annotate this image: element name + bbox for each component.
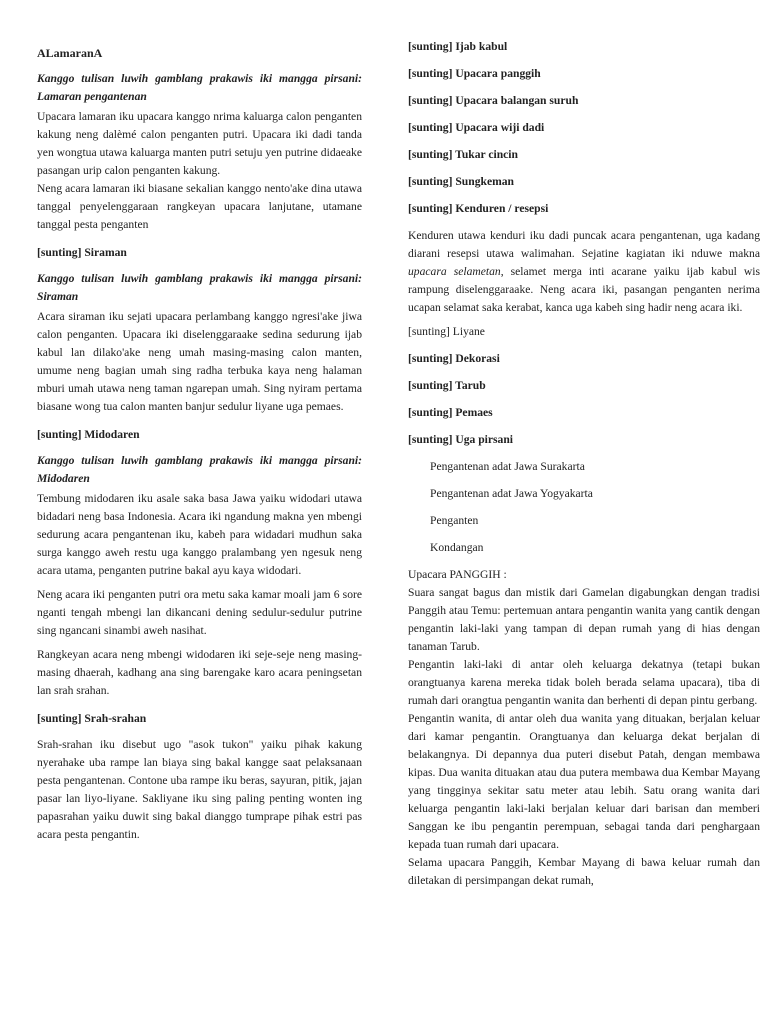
heading-midodaren[interactable]: [sunting] Midodaren bbox=[37, 428, 140, 441]
see-also-siraman[interactable]: Kanggo tulisan luwih gamblang prakawis iki mangga pirsani: Siraman bbox=[37, 272, 362, 303]
heading-srah-srahan[interactable]: [sunting] Srah-srahan bbox=[37, 712, 147, 725]
heading-kenduren[interactable]: [sunting] Kenduren / resepsi bbox=[408, 202, 549, 215]
paragraph-panggih-1: Suara sangat bagus dan mistik dari Gamelan digabungkan dengan tradisi Panggih atau Temu: pertemuan antara pengantin wanita yang cantik dengan pengantin laki-laki yang tampan di depan rumah yang di hias dengan tanaman Tarub. bbox=[408, 586, 760, 653]
paragraph-panggih-2: Pengantin laki-laki di antar oleh keluarga dekatnya (tetapi bukan orangtuanya karena mereka tidak boleh berada selama upacara), tiba di rumah dari orangtua pengantin wanita dan berhenti di depan pintu gerbang. bbox=[408, 658, 760, 707]
heading-upacara-panggih[interactable]: [sunting] Upacara panggih bbox=[408, 67, 541, 80]
heading-uga-pirsani[interactable]: [sunting] Uga pirsani bbox=[408, 433, 514, 446]
link-adat-surakarta[interactable]: Pengantenan adat Jawa Surakarta bbox=[430, 460, 585, 473]
paragraph-panggih-4: Selama upacara Panggih, Kembar Mayang di bawa keluar rumah dan diletakan di persimpangan dekat rumah, bbox=[408, 856, 760, 887]
link-adat-yogyakarta[interactable]: Pengantenan adat Jawa Yogyakarta bbox=[430, 487, 593, 500]
heading-dekorasi[interactable]: [sunting] Dekorasi bbox=[408, 352, 500, 365]
link-penganten[interactable]: Penganten bbox=[430, 514, 479, 527]
heading-pemaes[interactable]: [sunting] Pemaes bbox=[408, 406, 493, 419]
link-kondangan[interactable]: Kondangan bbox=[430, 541, 484, 554]
paragraph-siraman: Acara siraman iku sejati upacara perlambang kanggo ngresi'ake jiwa calon penganten. Upacara iki diselenggaraake sedina sedurung ijab kabul lan dilako'ake neng umah masing-masing calon manten, umume neng bagian umah sing radha terbuka kaya neng halaman mburi umah utawa neng taman ngarepan umah. Sing nyiram pertama biasane wong tua calon manten banjur sedulur liyane uga pemaes. bbox=[37, 310, 362, 413]
heading-tukar-cincin[interactable]: [sunting] Tukar cincin bbox=[408, 148, 518, 161]
paragraph-midodaren-2: Neng acara iki penganten putri ora metu saka kamar moali jam 6 sore nganti tengah mbengi lan dikancani dening sedulur-sedulur putrine sing ngancani sinambi aweh nasihat. bbox=[37, 588, 362, 637]
paragraph-lamaran-1: Upacara lamaran iku upacara kanggo nrima kaluarga calon penganten kakung neng dalèmé calon penganten putri. Upacara iki dadi tanda yen wongtua utawa kaluarga manten putri setuju yen putrine didaeake pasangan urip calon penganten kakung. bbox=[37, 110, 362, 177]
heading-liyane[interactable]: [sunting] Liyane bbox=[408, 325, 485, 338]
paragraph-srah-srahan: Srah-srahan iku disebut ugo "asok tukon" yaiku pihak kakung nyerahake uba rampe lan biaya sing bakal kangge saat pelaksanaan pesta pengantenan. Contone uba rampe iku beras, sayuran, pitik, jajan pasar lan liyo-liyane. Sakliyane iku sing paling penting wonten ing papasrahan yaiku duwit sing bakal dianggo tumprape pihak estri pas acara pesta pengantin. bbox=[37, 738, 362, 841]
kenduren-emphasis: upacara selametan bbox=[408, 265, 501, 278]
heading-balangan-suruh[interactable]: [sunting] Upacara balangan suruh bbox=[408, 94, 579, 107]
kenduren-text-b: , selamet merga inti acarane yaiku ijab kabul wis rampung diselenggaraake. Neng acara iki, pasangan penganten nerima ucapan selamat saka kerabat, kanca uga kabeh sing hadir neng acara iki. bbox=[408, 265, 760, 314]
paragraph-kenduren bbox=[408, 227, 760, 317]
heading-siraman[interactable]: [sunting] Siraman bbox=[37, 246, 127, 259]
heading-ijab-kabul[interactable]: [sunting] Ijab kabul bbox=[408, 40, 508, 53]
document-title: ALamaranA bbox=[37, 46, 103, 60]
heading-sungkeman[interactable]: [sunting] Sungkeman bbox=[408, 175, 514, 188]
left-column bbox=[37, 0, 362, 844]
paragraph-panggih-3: Pengantin wanita, di antar oleh dua wanita yang dituakan, berjalan keluar dari kamar pengantin. Orangtuanya dan keluarga dekat berjalan di belakangnya. Di depannya dua puteri disebut Patah, dengan membawa kipas. Dua wanita dituakan atau dua putera membawa dua Kembar Mayang yang tingginya sekitar satu meter atau lebih. Satu orang wanita dari keluarga pengantin laki-laki berjalan keluar dari barisan dan memberi Sanggan ke ibu pengantin perempuan, sebagai tanda dari penghargaan kepada tuan rumah dari upacara. bbox=[408, 712, 760, 851]
heading-tarub[interactable]: [sunting] Tarub bbox=[408, 379, 486, 392]
right-column bbox=[408, 0, 760, 890]
kenduren-text-a: Kenduren utawa kenduri iku dadi puncak acara pengantenan, uga kadang diarani resepsi utawa walimahan. Sejatine kagiatan iki nduwe makna bbox=[408, 229, 760, 260]
see-also-midodaren[interactable]: Kanggo tulisan luwih gamblang prakawis iki mangga pirsani: Midodaren bbox=[37, 454, 362, 485]
see-also-lamaran[interactable]: Kanggo tulisan luwih gamblang prakawis iki mangga pirsani: Lamaran pengantenan bbox=[37, 72, 362, 103]
paragraph-lamaran-2: Neng acara lamaran iki biasane sekalian kanggo nento'ake dina utawa tanggal penyelenggaraan rangkeyan upacara lanjutane, utamane tanggal pesta penganten bbox=[37, 182, 362, 231]
heading-wiji-dadi[interactable]: [sunting] Upacara wiji dadi bbox=[408, 121, 545, 134]
panggih-section-title: Upacara PANGGIH : bbox=[408, 568, 507, 581]
paragraph-midodaren-1: Tembung midodaren iku asale saka basa Jawa yaiku widodari utawa bidadari neng basa Indonesia. Acara iki ngandung makna yen mbengi sedurung acara pengantenan iku, kabeh para widadari mudhun saka surga kanggo aweh restu uga kanggo pralambang yen ngesuk neng acara utama, penganten putrine bakal ayu kaya widodari. bbox=[37, 492, 362, 577]
paragraph-midodaren-3: Rangkeyan acara neng mbengi widodaren iki seje-seje neng masing-masing dhaerah, kadhang ana sing barengake karo acara peningsetan lan srah srahan. bbox=[37, 648, 362, 697]
